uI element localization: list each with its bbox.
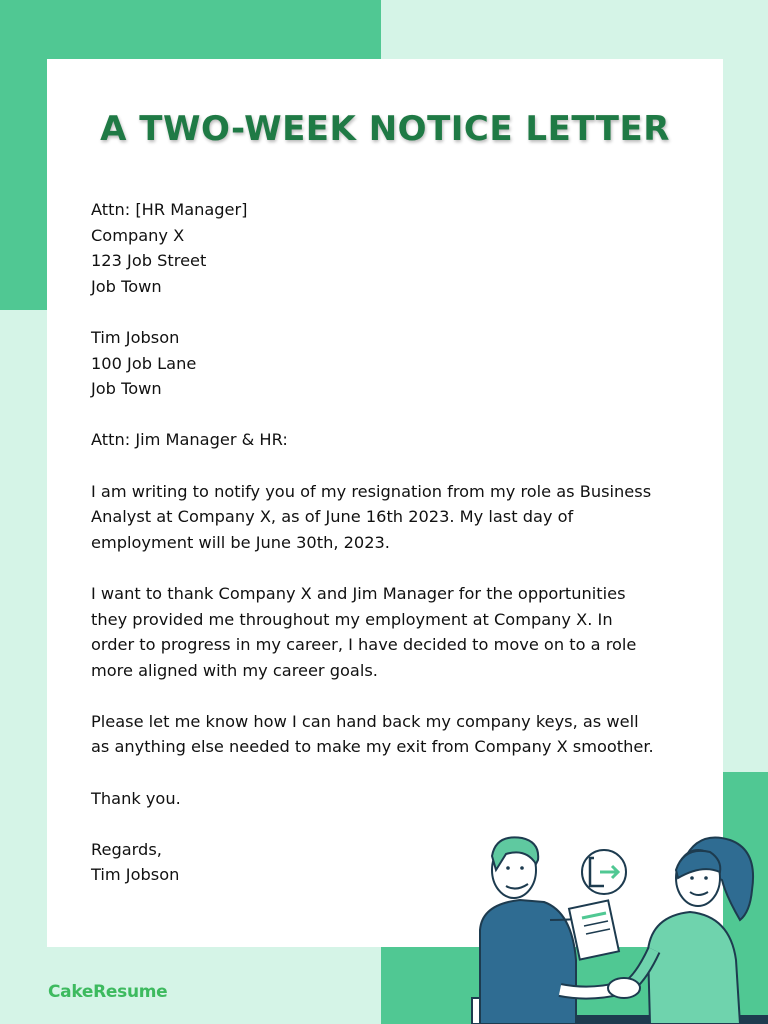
spacer — [91, 760, 691, 786]
letter-paper — [47, 59, 723, 947]
spacer — [91, 453, 691, 479]
paragraph-line: as anything else needed to make my exit from Company X smoother. — [91, 737, 654, 757]
letter-title: A TWO-WEEK NOTICE LETTER — [100, 109, 670, 149]
exit-icon — [582, 850, 626, 894]
paragraph-line: they provided me throughout my employment at Company X. In — [91, 609, 613, 629]
handshake-icon — [608, 978, 640, 998]
recipient-address — [91, 197, 691, 299]
paragraph-line: order to progress in my career, I have decided to move on to a role — [91, 635, 637, 655]
recipient-line: Attn: [HR Manager] — [91, 200, 248, 219]
letter-body — [91, 197, 691, 888]
handover-illustration — [440, 820, 768, 1024]
spacer — [91, 402, 691, 428]
salutation: Attn: Jim Manager & HR: — [91, 430, 288, 450]
paragraph-thanks — [91, 581, 691, 683]
sender-line: Tim Jobson — [91, 327, 180, 347]
sender-line: 100 Job Lane — [91, 353, 197, 373]
recipient-line: 123 Job Street — [91, 251, 207, 271]
brand-logo: CakeResume — [48, 982, 168, 1002]
paragraph-handover — [91, 709, 691, 760]
sender-line: Job Town — [91, 379, 162, 399]
spacer — [91, 299, 691, 325]
spacer — [91, 555, 691, 581]
recipient-line: Job Town — [91, 276, 162, 296]
paragraph-line: more aligned with my career goals. — [91, 660, 378, 680]
paragraph-line: employment will be June 30th, 2023. — [91, 532, 390, 552]
paragraph-line: I am writing to notify you of my resignation from my role as Business — [91, 481, 652, 501]
paragraph-resignation — [91, 479, 691, 556]
woman-figure — [626, 838, 753, 1024]
resignation-letter-icon — [569, 900, 619, 959]
signoff-name: Tim Jobson — [91, 865, 180, 885]
sender-address — [91, 325, 691, 402]
spacer — [91, 683, 691, 709]
signoff-line: Regards, — [91, 839, 162, 859]
paragraph-line: I want to thank Company X and Jim Manager for the opportunities — [91, 583, 626, 603]
recipient-line: Company X — [91, 225, 185, 245]
paragraph-line: Please let me know how I can hand back my company keys, as well — [91, 711, 639, 731]
paragraph-line: Analyst at Company X, as of June 16th 2023. My last day of — [91, 507, 574, 527]
closing-thanks: Thank you. — [91, 788, 181, 808]
